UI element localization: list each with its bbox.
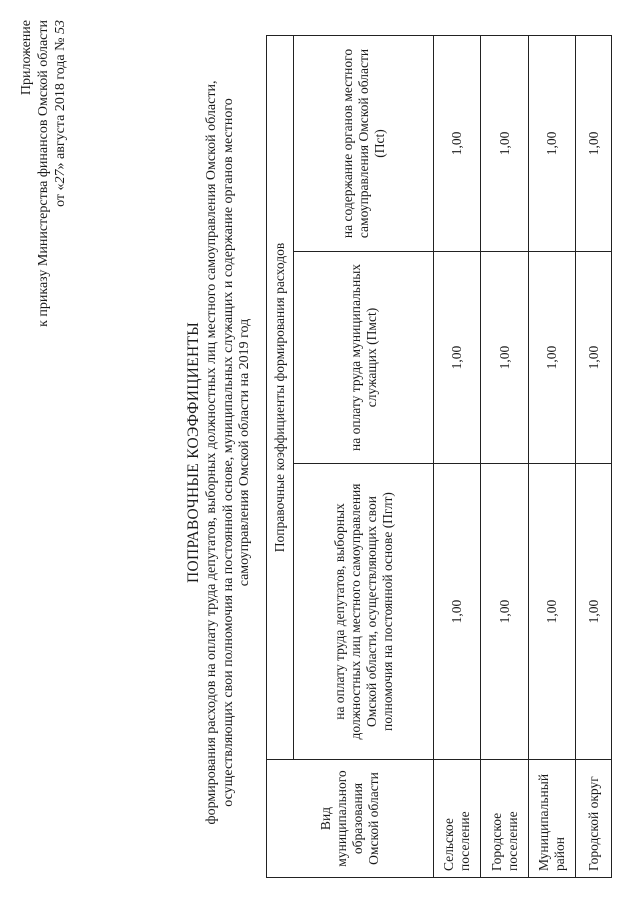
document-subtitle bbox=[204, 30, 254, 875]
cell-value: 1,00 bbox=[481, 35, 528, 251]
coefficients-table bbox=[266, 35, 612, 878]
order-reference: к приказу Министерства финансов Омской области bbox=[36, 20, 51, 327]
header-municipality-type: Вид муниципального образования Омской области bbox=[267, 760, 434, 878]
cell-value: 1,00 bbox=[528, 252, 575, 464]
row-label: Сельское поселение bbox=[434, 760, 481, 878]
row-label: Муниципальный район bbox=[528, 760, 575, 878]
date-middle: » августа 2018 года № bbox=[53, 34, 68, 170]
document-title: ПОПРАВОЧНЫЕ КОЭФФИЦИЕНТЫ bbox=[185, 321, 202, 584]
date-day: 27 bbox=[53, 169, 68, 184]
cell-value: 1,00 bbox=[434, 464, 481, 760]
cell-value: 1,00 bbox=[434, 252, 481, 464]
header-deputies-pay: на оплату труда депутатов, выборных должностных лиц местного самоуправления Омской области, осуществляющих свои полномочия на постоянной основе (Пглт) bbox=[294, 464, 434, 760]
subtitle-line: формирования расходов на оплату труда депутатов, выборных должностных лиц местного самоуправления Омской области, bbox=[204, 80, 219, 825]
cell-value: 1,00 bbox=[576, 464, 612, 760]
order-date-line bbox=[52, 20, 69, 327]
order-number: 53 bbox=[53, 20, 68, 34]
subtitle-line: осуществляющих свои полномочия на постоянной основе, муниципальных служащих и содержание органов местного bbox=[220, 98, 236, 807]
row-label: Городское поселение bbox=[481, 760, 528, 878]
approval-header bbox=[18, 20, 69, 327]
cell-value: 1,00 bbox=[528, 464, 575, 760]
table-row bbox=[528, 35, 575, 877]
subtitle-line: самоуправления Омской области на 2019 год bbox=[237, 318, 252, 587]
appendix-label: Приложение bbox=[19, 20, 34, 96]
cell-value: 1,00 bbox=[434, 35, 481, 251]
table-row bbox=[576, 35, 612, 877]
cell-value: 1,00 bbox=[481, 252, 528, 464]
header-employees-pay: на оплату труда муниципальных служащих (Пмсt) bbox=[294, 252, 434, 464]
table-row bbox=[481, 35, 528, 877]
cell-value: 1,00 bbox=[576, 35, 612, 251]
cell-value: 1,00 bbox=[528, 35, 575, 251]
date-prefix: от « bbox=[53, 183, 68, 207]
row-label: Городской округ bbox=[576, 760, 612, 878]
cell-value: 1,00 bbox=[576, 252, 612, 464]
table-row bbox=[434, 35, 481, 877]
header-bodies-maintenance: на содержание органов местного самоуправления Омской области (Псt) bbox=[294, 35, 434, 251]
header-coefficients-group: Поправочные коэффициенты формирования расходов bbox=[267, 35, 294, 759]
cell-value: 1,00 bbox=[481, 464, 528, 760]
